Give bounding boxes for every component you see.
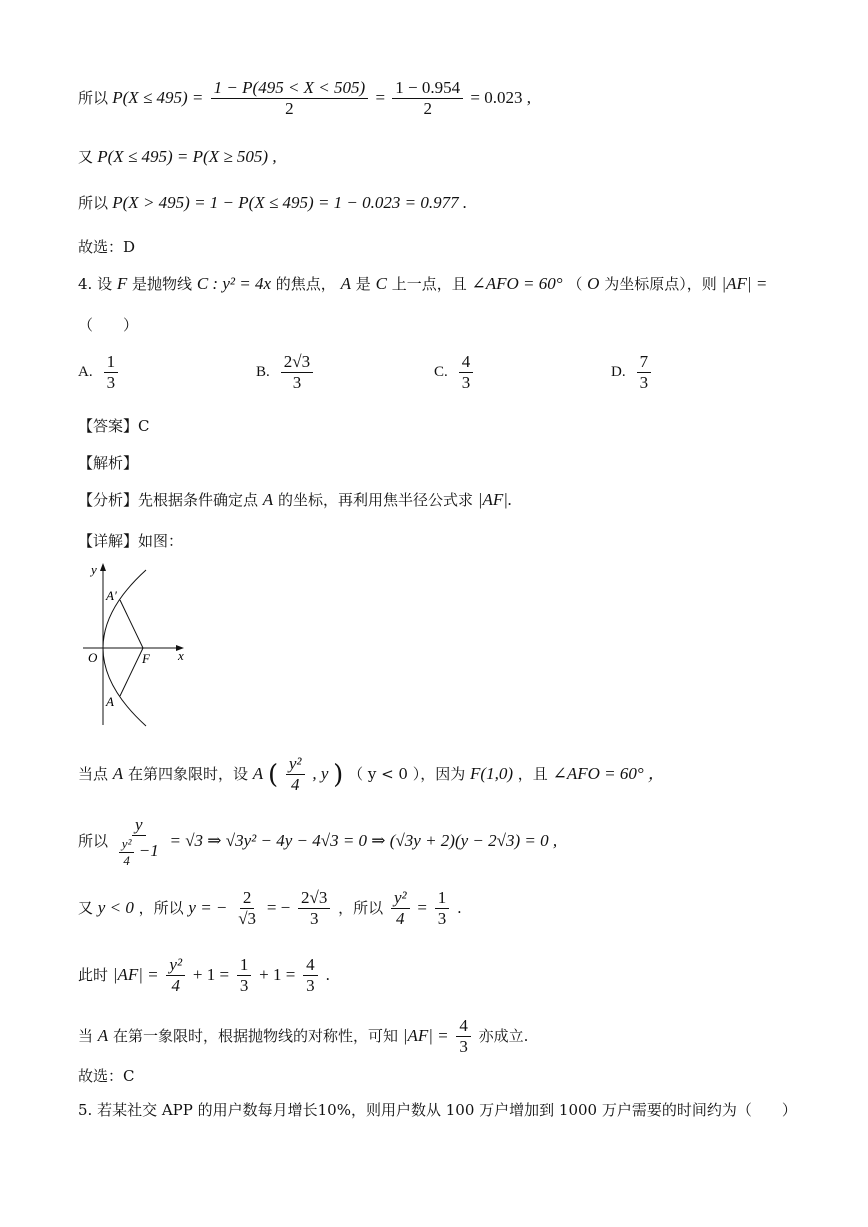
numerator: 4 — [303, 955, 318, 976]
paren-open: ( — [267, 759, 279, 790]
numerator: 7 — [637, 352, 652, 373]
text: ，所以 — [338, 898, 384, 917]
text: 此时 — [78, 965, 109, 984]
segment-af — [120, 648, 143, 696]
math: = − — [266, 897, 291, 917]
option-label: A. — [78, 364, 93, 381]
denominator: 3 — [459, 1037, 468, 1057]
math: y = − — [188, 897, 228, 917]
numerator: y — [132, 815, 146, 836]
compound-fraction — [116, 815, 162, 869]
text: 的焦点， — [275, 275, 336, 293]
solution-line-3 — [78, 192, 467, 213]
math: A — [340, 274, 351, 293]
math: C — [375, 274, 387, 293]
numerator: 2√3 — [298, 888, 330, 909]
denominator: 3 — [239, 976, 249, 996]
detail-heading: 【详解】如图： — [78, 532, 184, 550]
denominator: 3 — [461, 373, 471, 393]
math: = — [375, 87, 386, 107]
analysis-heading: 【解析】 — [78, 454, 139, 472]
denominator: 3 — [106, 373, 116, 393]
step-2 — [78, 815, 557, 869]
option-label: D. — [611, 364, 626, 381]
question-5-stem: 5. 若某社交 APP 的用户数每月增长10%，则用户数从 100 万户增加到 1000 万户需要的时间约为（ ） — [78, 1101, 797, 1119]
denominator: 4 — [171, 976, 180, 996]
math: P(X ≤ 495) = — [112, 87, 204, 107]
denominator — [116, 836, 162, 868]
parabola-figure — [78, 560, 198, 730]
solution-line-1 — [78, 78, 531, 120]
numerator: 1 — [435, 888, 450, 909]
math: |AF| = — [721, 274, 768, 293]
answer-line: 【答案】C — [78, 417, 150, 435]
label-f: F — [142, 651, 150, 666]
choice-line: 故选：D — [78, 238, 136, 256]
denominator: 4 — [290, 775, 300, 795]
option-label: C. — [434, 364, 448, 381]
question-4-stem — [78, 273, 767, 294]
math: F(1,0) — [470, 763, 513, 783]
numerator: 4 — [459, 352, 474, 373]
numerator: y² — [119, 836, 135, 853]
label-x: x — [178, 648, 184, 663]
math: ∠AFO = 60° ， — [552, 763, 665, 783]
text: 亦成立. — [478, 1026, 529, 1045]
numerator: y² — [286, 754, 305, 775]
math: P(X ≤ 495) = P(X ≥ 505) , — [97, 147, 277, 166]
math: C : y² = 4x — [196, 274, 272, 293]
denominator: 2 — [423, 99, 432, 119]
option-c — [434, 352, 476, 394]
math: . — [325, 965, 331, 984]
option-d — [611, 352, 654, 394]
denominator: 3 — [639, 373, 649, 393]
step-3 — [78, 888, 462, 930]
math: , y — [312, 763, 329, 783]
label-a-prime: A′ — [106, 588, 117, 603]
option-label: B. — [256, 364, 270, 381]
text: 又 — [78, 148, 94, 166]
text: 又 — [78, 898, 94, 917]
numerator: 1 − P(495 < X < 505) — [211, 78, 369, 99]
text: ，所以 — [138, 898, 184, 917]
numerator: 4 — [456, 1016, 471, 1037]
text: 为坐标原点），则 — [604, 275, 717, 293]
label-a: A — [106, 694, 114, 709]
numerator: 2√3 — [281, 352, 313, 373]
text: 所以 — [78, 831, 109, 850]
text: 所以 — [78, 88, 109, 107]
text: （ y < 0 ），因为 — [348, 764, 466, 783]
math: = √3 ⇒ √3y² − 4y − 4√3 = 0 ⇒ (√3y + 2)(y − 2√3) = 0 , — [169, 830, 558, 850]
numerator: 2 — [240, 888, 255, 909]
math: . — [457, 898, 462, 917]
math: |AF| = — [112, 964, 159, 984]
denominator: 3 — [306, 976, 315, 996]
text: 是 — [355, 275, 371, 293]
math: A — [252, 763, 264, 783]
math: |AF|. — [477, 490, 513, 509]
numerator: 1 — [104, 352, 119, 373]
text: ，且 — [517, 764, 548, 783]
text: （ — [567, 275, 583, 293]
step-4 — [78, 955, 330, 997]
text: 是抛物线 — [132, 275, 193, 293]
step-5 — [78, 1016, 528, 1058]
question-4-paren: （ ） — [78, 316, 139, 334]
option-b — [256, 352, 316, 394]
math: −1 — [138, 841, 159, 861]
text: 在第四象限时，设 — [127, 764, 248, 783]
denominator: 3 — [309, 909, 319, 929]
denominator: 3 — [292, 373, 302, 393]
math: F — [116, 274, 128, 293]
denominator: √3 — [238, 909, 257, 929]
math: = 0.023 , — [470, 87, 531, 107]
denominator: 4 — [396, 909, 405, 929]
choice-line-2: 故选：C — [78, 1067, 135, 1085]
math: |AF| = — [402, 1025, 449, 1045]
numerator: y² — [391, 888, 410, 909]
y-axis-arrow — [100, 563, 106, 571]
text: 的坐标，再利用焦半径公式求 — [277, 491, 473, 509]
solution-line-2 — [78, 146, 277, 167]
math: = — [417, 897, 427, 917]
denominator: 4 — [123, 852, 130, 868]
math: + 1 = — [259, 964, 296, 984]
math: ∠AFO = 60° — [471, 274, 563, 293]
option-a — [78, 352, 121, 394]
fraction — [392, 78, 463, 120]
fraction — [211, 78, 369, 120]
math: + 1 = — [192, 964, 230, 984]
step-1 — [78, 754, 665, 796]
math: A — [262, 490, 274, 509]
text: 4. 设 — [78, 275, 113, 293]
denominator: 2 — [285, 99, 294, 119]
math: y < 0 — [97, 897, 134, 917]
denominator: 3 — [437, 909, 447, 929]
text: 当 — [78, 1026, 94, 1045]
text: 【分析】先根据条件确定点 — [78, 491, 259, 509]
text: 在第一象限时，根据抛物线的对称性，可知 — [112, 1026, 398, 1045]
numerator: 1 − 0.954 — [392, 78, 463, 99]
segment-a1f — [120, 600, 143, 648]
paren-close: ) — [333, 759, 344, 790]
math: O — [587, 274, 600, 293]
text: 所以 — [78, 194, 109, 212]
text: 上一点，且 — [391, 275, 467, 293]
text: 当点 — [78, 764, 109, 783]
numerator: 1 — [237, 955, 252, 976]
label-y: y — [91, 562, 97, 577]
math: A — [112, 763, 124, 783]
analysis-line — [78, 489, 512, 510]
math: A — [97, 1025, 109, 1045]
numerator: y² — [166, 955, 185, 976]
label-o: O — [88, 650, 98, 665]
math: P(X > 495) = 1 − P(X ≤ 495) = 1 − 0.023 = 0.977 . — [112, 193, 468, 212]
